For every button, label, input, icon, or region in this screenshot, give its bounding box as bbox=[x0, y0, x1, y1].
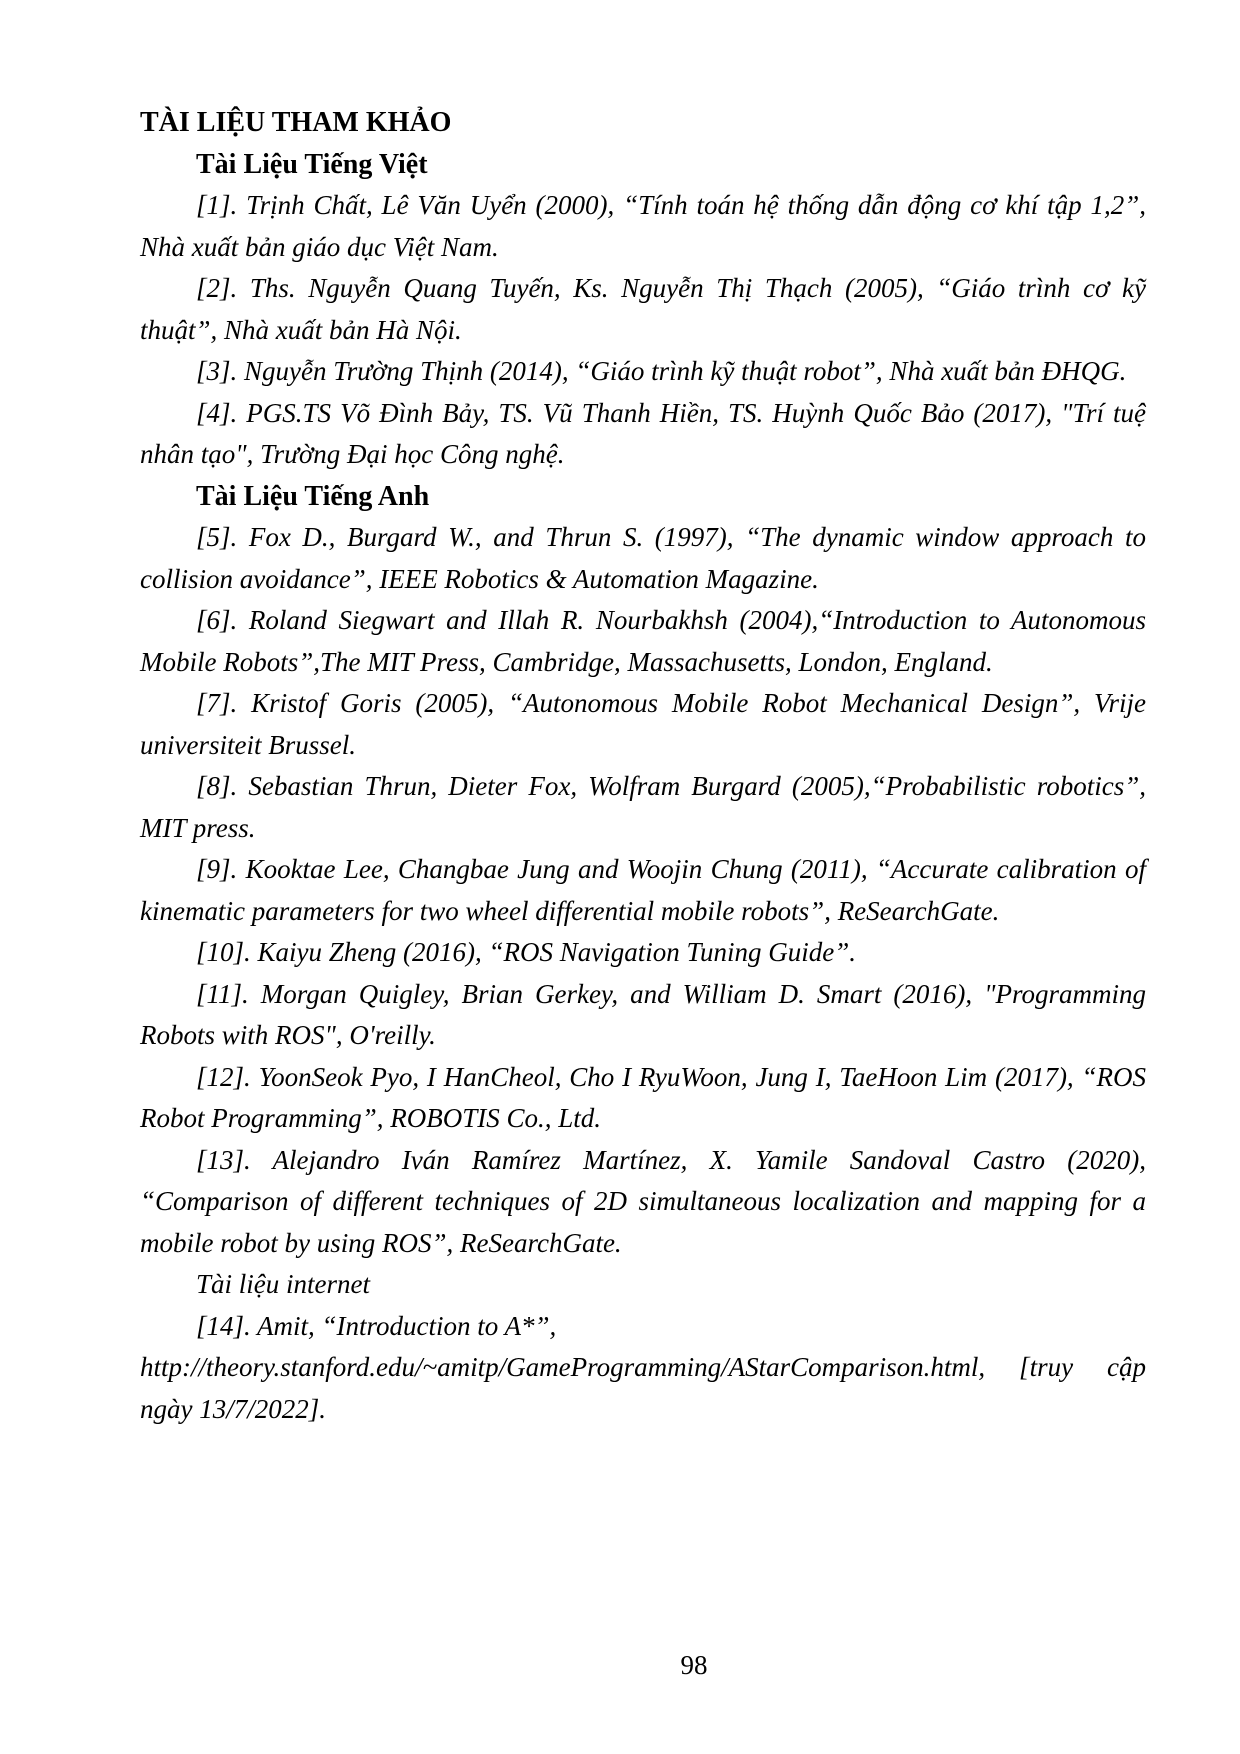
reference-sections bbox=[140, 144, 1146, 1431]
reference-entry: [8]. Sebastian Thrun, Dieter Fox, Wolfram Burgard (2005),“Probabilistic robotics”, MIT press. bbox=[140, 771, 1146, 843]
reference-entry: [6]. Roland Siegwart and Illah R. Nourbakhsh (2004),“Introduction to Autonomous Mobile Robots”,The MIT Press, Cambridge, Massachusetts, London, England. bbox=[140, 605, 1146, 677]
section-heading: Tài Liệu Tiếng Anh bbox=[196, 480, 430, 512]
reference-entry: [1]. Trịnh Chất, Lê Văn Uyển (2000), “Tính toán hệ thống dẫn động cơ khí tập 1,2”, Nhà xuất bản giáo dục Việt Nam. bbox=[140, 190, 1146, 262]
reference-entry: [5]. Fox D., Burgard W., and Thrun S. (1997), “The dynamic window approach to collision avoidance”, IEEE Robotics & Automation Magazine. bbox=[140, 522, 1146, 594]
reference-entry: [3]. Nguyễn Trường Thịnh (2014), “Giáo trình kỹ thuật robot”, Nhà xuất bản ĐHQG. bbox=[196, 356, 1127, 386]
reference-entry: [13]. Alejandro Iván Ramírez Martínez, X. Yamile Sandoval Castro (2020), “Comparison of different techniques of 2D simultaneous localization and mapping for a mobile robot by using ROS”, ReSearchGate. bbox=[140, 1144, 1146, 1258]
reference-entry: [11]. Morgan Quigley, Brian Gerkey, and William D. Smart (2016), "Programming Robots with ROS", O'reilly. bbox=[140, 978, 1146, 1050]
page-number: 98 bbox=[680, 1650, 708, 1680]
reference-entry: [12]. YoonSeok Pyo, I HanCheol, Cho I RyuWoon, Jung I, TaeHoon Lim (2017), “ROS Robot Programming”, ROBOTIS Co., Ltd. bbox=[140, 1061, 1146, 1133]
reference-entry: [9]. Kooktae Lee, Changbae Jung and Woojin Chung (2011), “Accurate calibration of kinematic parameters for two wheel differential mobile robots”, ReSearchGate. bbox=[140, 854, 1146, 926]
reference-entry: http://theory.stanford.edu/~amitp/GameProgramming/AStarComparison.html, [truy cập ngày 13/7/2022]. bbox=[140, 1352, 1146, 1424]
reference-entry: [14]. Amit, “Introduction to A*”, bbox=[196, 1310, 557, 1341]
section-heading: Tài Liệu Tiếng Việt bbox=[196, 148, 428, 180]
reference-entry: [4]. PGS.TS Võ Đình Bảy, TS. Vũ Thanh Hiền, TS. Huỳnh Quốc Bảo (2017), "Trí tuệ nhân tạo", Trường Đại học Công nghệ. bbox=[140, 397, 1146, 469]
references-content bbox=[140, 102, 1146, 1430]
page-title: TÀI LIỆU THAM KHẢO bbox=[140, 107, 452, 138]
reference-entry: [10]. Kaiyu Zheng (2016), “ROS Navigation Tuning Guide”. bbox=[196, 937, 857, 967]
reference-entry: [7]. Kristof Goris (2005), “Autonomous Mobile Robot Mechanical Design”, Vrije universiteit Brussel. bbox=[140, 688, 1146, 760]
section-heading: Tài liệu internet bbox=[196, 1269, 370, 1299]
reference-entry: [2]. Ths. Nguyễn Quang Tuyến, Ks. Nguyễn Thị Thạch (2005), “Giáo trình cơ kỹ thuật”, Nhà xuất bản Hà Nội. bbox=[140, 273, 1146, 345]
